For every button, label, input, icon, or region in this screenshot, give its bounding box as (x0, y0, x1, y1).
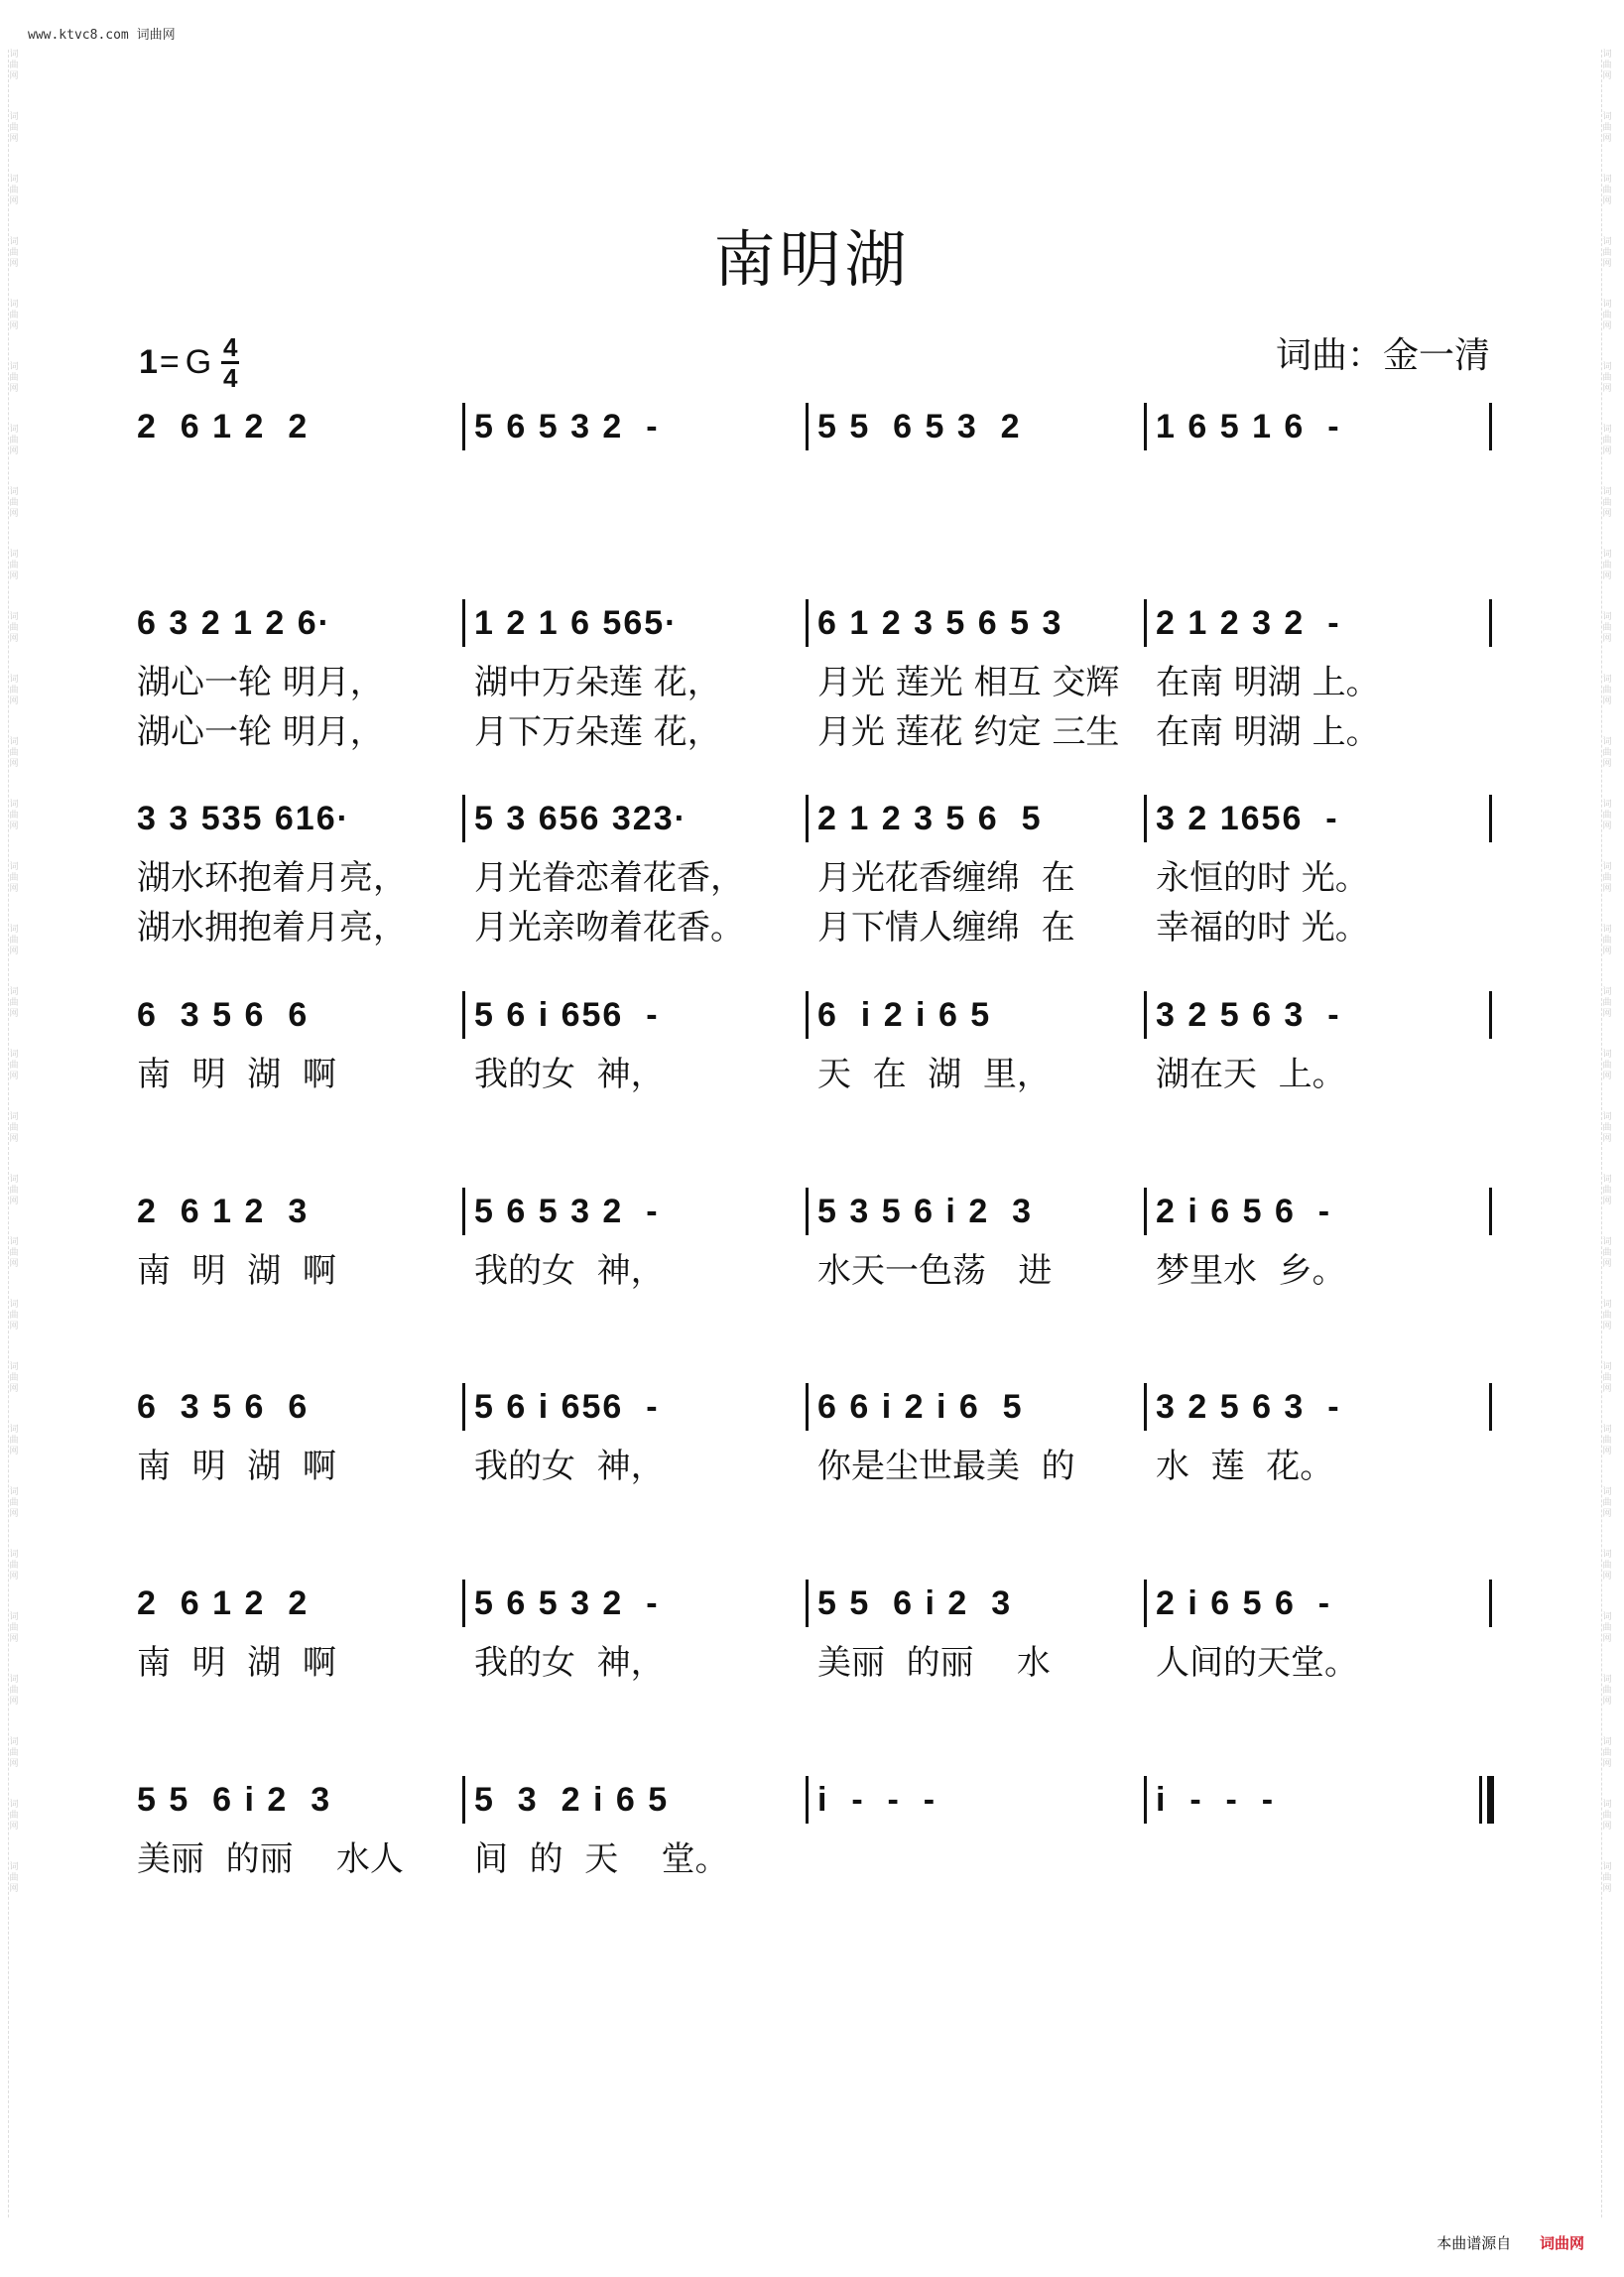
watermark-text: 词曲网 (1602, 862, 1612, 894)
measure: 6 6 i 2 i 6 5 (817, 1388, 1024, 1426)
watermark-text: 词曲网 (1602, 1862, 1612, 1894)
meter-top: 4 (223, 332, 238, 362)
barline (1144, 1776, 1147, 1824)
measure: 2 1 2 3 5 6 5 (817, 800, 1043, 837)
barline (1489, 599, 1492, 647)
watermark-text: 词曲网 (9, 1800, 19, 1832)
watermark-text: 词曲网 (1602, 1800, 1612, 1832)
lyric-line (137, 906, 1491, 949)
watermark-text: 词曲网 (9, 612, 19, 644)
watermark-text: 词曲网 (9, 1362, 19, 1394)
lyric-line (137, 1053, 1491, 1096)
measure: 5 6 5 3 2 - (474, 1193, 660, 1230)
watermark-text: 词曲网 (9, 112, 19, 144)
watermark-text: 词曲网 (9, 1612, 19, 1644)
meter-bottom: 4 (223, 363, 238, 393)
lyric-segment: 我的女 神， (474, 1643, 665, 1683)
watermark-text: 词曲网 (9, 237, 19, 269)
barline (1144, 1188, 1147, 1235)
watermark-text: 词曲网 (9, 1675, 19, 1707)
measure: i - - - (1156, 1781, 1276, 1819)
watermark-text: 词曲网 (9, 175, 19, 206)
barline (1489, 1580, 1492, 1627)
notation-row (137, 399, 1491, 454)
watermark-text: 词曲网 (1602, 987, 1612, 1019)
lyric-segment: 月光花香缠绵 在 (817, 858, 1075, 898)
measure: 5 5 6 5 3 2 (817, 408, 1022, 445)
lyric-segment: 间 的 天 堂。 (474, 1839, 729, 1879)
lyric-segment: 我的女 神， (474, 1055, 665, 1094)
barline (462, 1776, 465, 1824)
watermark-text: 词曲网 (1602, 175, 1612, 206)
barline (1489, 991, 1492, 1039)
lyric-segment: 水天一色荡 进 (817, 1251, 1053, 1291)
watermark-text: 词曲网 (1602, 1737, 1612, 1769)
barline (462, 1383, 465, 1431)
lyric-segment: 月下万朵莲 花， (474, 712, 721, 752)
lyric-line (137, 661, 1491, 704)
measure: 3 2 5 6 3 - (1156, 996, 1341, 1034)
watermark-text: 词曲网 (1602, 1425, 1612, 1456)
key-equals: = (159, 343, 180, 381)
barline (1144, 991, 1147, 1039)
lyric-segment: 湖中万朵莲 花， (474, 663, 721, 702)
watermark-text: 词曲网 (9, 1237, 19, 1269)
lyric-line (137, 1445, 1491, 1488)
notation-row (137, 595, 1491, 651)
lyric-line (137, 1837, 1491, 1881)
lyric-segment: 南 明 湖 啊 (137, 1055, 336, 1094)
lyric-segment: 幸福的时 光。 (1156, 908, 1369, 948)
lyric-segment: 南 明 湖 啊 (137, 1447, 336, 1486)
measure: 5 3 656 323· (474, 800, 687, 837)
watermark-text: 词曲网 (1602, 675, 1612, 706)
watermark-text: 词曲网 (1602, 1112, 1612, 1144)
barline (1489, 1188, 1492, 1235)
lyric-segment: 在南 明湖 上。 (1156, 712, 1380, 752)
watermark-text: 词曲网 (9, 800, 19, 831)
time-signature (221, 333, 239, 392)
watermark-text: 词曲网 (1602, 737, 1612, 769)
notation-row (137, 1184, 1491, 1239)
lyric-segment: 湖水拥抱着月亮， (137, 908, 407, 948)
final-barline-thick (1487, 1776, 1494, 1824)
watermark-text: 词曲网 (1602, 362, 1612, 394)
watermark-text: 词曲网 (9, 362, 19, 394)
watermark-text: 词曲网 (1602, 1550, 1612, 1581)
site-url[interactable]: www.ktvc8.com 词曲网 (28, 28, 176, 43)
key-name: G (185, 343, 212, 381)
watermark-text: 词曲网 (9, 1050, 19, 1081)
watermark-text: 词曲网 (1602, 1675, 1612, 1707)
lyric-segment: 月光眷恋着花香， (474, 858, 744, 898)
measure: 2 6 1 2 2 (137, 408, 310, 445)
barline (462, 599, 465, 647)
barline (806, 991, 809, 1039)
watermark-text: 词曲网 (1602, 487, 1612, 519)
watermark-text: 词曲网 (9, 1737, 19, 1769)
watermark-text: 词曲网 (9, 862, 19, 894)
measure: 5 5 6 i 2 3 (137, 1781, 332, 1819)
barline (806, 403, 809, 450)
watermark-text: 词曲网 (1602, 1362, 1612, 1394)
watermark-text: 词曲网 (1602, 1050, 1612, 1081)
lyric-segment: 我的女 神， (474, 1447, 665, 1486)
notation-row (137, 987, 1491, 1043)
measure: 2 i 6 5 6 - (1156, 1584, 1332, 1622)
barline (806, 599, 809, 647)
lyric-segment: 湖心一轮 明月， (137, 663, 384, 702)
measure: 1 6 5 1 6 - (1156, 408, 1341, 445)
measure: 2 6 1 2 3 (137, 1193, 310, 1230)
footer-brand[interactable]: 词曲网 (1539, 2234, 1584, 2252)
lyric-segment: 南 明 湖 啊 (137, 1251, 336, 1291)
barline (462, 795, 465, 842)
watermark-text: 词曲网 (9, 737, 19, 769)
measure: 6 3 5 6 6 (137, 1388, 310, 1426)
lyric-segment: 月光亲吻着花香。 (474, 908, 744, 948)
barline (462, 1580, 465, 1627)
lyric-line (137, 856, 1491, 900)
measure: 3 2 1656 - (1156, 800, 1339, 837)
measure: 3 3 535 616· (137, 800, 350, 837)
lyric-line (137, 710, 1491, 754)
measure: 5 6 5 3 2 - (474, 1584, 660, 1622)
watermark-text: 词曲网 (9, 675, 19, 706)
measure: 3 2 5 6 3 - (1156, 1388, 1341, 1426)
lyric-segment: 美丽 的丽 水人 (137, 1839, 404, 1879)
watermark-text: 词曲网 (9, 425, 19, 456)
watermark-text: 词曲网 (9, 550, 19, 581)
barline (462, 1188, 465, 1235)
lyric-segment: 永恒的时 光。 (1156, 858, 1369, 898)
measure: 6 i 2 i 6 5 (817, 996, 992, 1034)
barline (1144, 795, 1147, 842)
watermark-text: 词曲网 (1602, 800, 1612, 831)
lyric-segment: 月光 莲光 相互 交辉 (817, 663, 1120, 702)
lyric-segment: 天 在 湖 里， (817, 1055, 1051, 1094)
watermark-text: 词曲网 (1602, 425, 1612, 456)
watermark-text: 词曲网 (1602, 550, 1612, 581)
watermark-text: 词曲网 (9, 1175, 19, 1206)
key-signature (139, 333, 239, 392)
watermark-text: 词曲网 (9, 50, 19, 81)
watermark-text: 词曲网 (1602, 112, 1612, 144)
measure: 2 i 6 5 6 - (1156, 1193, 1332, 1230)
lyric-segment: 梦里水 乡。 (1156, 1251, 1346, 1291)
barline (1144, 599, 1147, 647)
measure: 5 3 2 i 6 5 (474, 1781, 670, 1819)
measure: 2 6 1 2 2 (137, 1584, 310, 1622)
watermark-text: 词曲网 (1602, 1612, 1612, 1644)
notation-row (137, 1576, 1491, 1631)
lyric-line (137, 1249, 1491, 1293)
watermark-text: 词曲网 (1602, 50, 1612, 81)
watermark-strip-left (8, 50, 23, 2217)
barline (462, 403, 465, 450)
measure: 1 2 1 6 565· (474, 604, 679, 642)
watermark-text: 词曲网 (1602, 237, 1612, 269)
watermark-strip-right (1601, 50, 1616, 2217)
lyric-segment: 月光 莲花 约定 三生 (817, 712, 1120, 752)
measure: i - - - (817, 1781, 937, 1819)
final-barline-thin (1479, 1776, 1482, 1824)
lyric-segment: 我的女 神， (474, 1251, 665, 1291)
lyric-line (137, 1641, 1491, 1685)
lyric-segment: 南 明 湖 啊 (137, 1643, 336, 1683)
watermark-text: 词曲网 (9, 925, 19, 956)
notation-row (137, 1772, 1491, 1828)
composer-credit: 词曲：金一清 (1275, 335, 1490, 376)
measure: 5 6 5 3 2 - (474, 408, 660, 445)
lyric-segment: 你是尘世最美 的 (817, 1447, 1075, 1486)
barline (806, 795, 809, 842)
watermark-text: 词曲网 (9, 1487, 19, 1519)
notation-row (137, 1379, 1491, 1435)
barline (1144, 1580, 1147, 1627)
measure: 2 1 2 3 2 - (1156, 604, 1341, 642)
barline (806, 1776, 809, 1824)
barline (806, 1580, 809, 1627)
watermark-text: 词曲网 (1602, 1175, 1612, 1206)
barline (1144, 1383, 1147, 1431)
barline (1489, 403, 1492, 450)
notation-row (137, 791, 1491, 846)
measure: 5 6 i 656 - (474, 996, 660, 1034)
lyric-segment: 美丽 的丽 水 (817, 1643, 1051, 1683)
watermark-text: 词曲网 (9, 1425, 19, 1456)
watermark-text: 词曲网 (9, 987, 19, 1019)
watermark-text: 词曲网 (1602, 1237, 1612, 1269)
lyric-segment: 湖在天 上。 (1156, 1055, 1346, 1094)
lyric-segment: 湖水环抱着月亮， (137, 858, 407, 898)
measure: 5 6 i 656 - (474, 1388, 660, 1426)
footer (1437, 2232, 1584, 2253)
barline (462, 991, 465, 1039)
measure: 5 3 5 6 i 2 3 (817, 1193, 1034, 1230)
lyric-segment: 水 莲 花。 (1156, 1447, 1334, 1486)
barline (1489, 1383, 1492, 1431)
barline (806, 1383, 809, 1431)
watermark-text: 词曲网 (9, 487, 19, 519)
watermark-text: 词曲网 (1602, 612, 1612, 644)
watermark-text: 词曲网 (1602, 1300, 1612, 1331)
lyric-segment: 人间的天堂。 (1156, 1643, 1358, 1683)
lyric-segment: 月下情人缠绵 在 (817, 908, 1075, 948)
watermark-text: 词曲网 (9, 1112, 19, 1144)
watermark-text: 词曲网 (9, 1862, 19, 1894)
watermark-text: 词曲网 (1602, 300, 1612, 331)
watermark-text: 词曲网 (1602, 925, 1612, 956)
lyric-segment: 在南 明湖 上。 (1156, 663, 1380, 702)
lyric-segment: 湖心一轮 明月， (137, 712, 384, 752)
footer-source: 本曲谱源自 (1437, 2234, 1512, 2252)
barline (1489, 795, 1492, 842)
watermark-text: 词曲网 (9, 300, 19, 331)
measure: 6 3 2 1 2 6· (137, 604, 332, 642)
watermark-text: 词曲网 (1602, 1487, 1612, 1519)
key-one: 1 (139, 343, 158, 381)
watermark-text: 词曲网 (9, 1300, 19, 1331)
measure: 6 1 2 3 5 6 5 3 (817, 604, 1063, 642)
song-title: 南明湖 (713, 223, 911, 296)
watermark-text: 词曲网 (9, 1550, 19, 1581)
measure: 5 5 6 i 2 3 (817, 1584, 1013, 1622)
measure: 6 3 5 6 6 (137, 996, 310, 1034)
barline (1144, 403, 1147, 450)
barline (806, 1188, 809, 1235)
